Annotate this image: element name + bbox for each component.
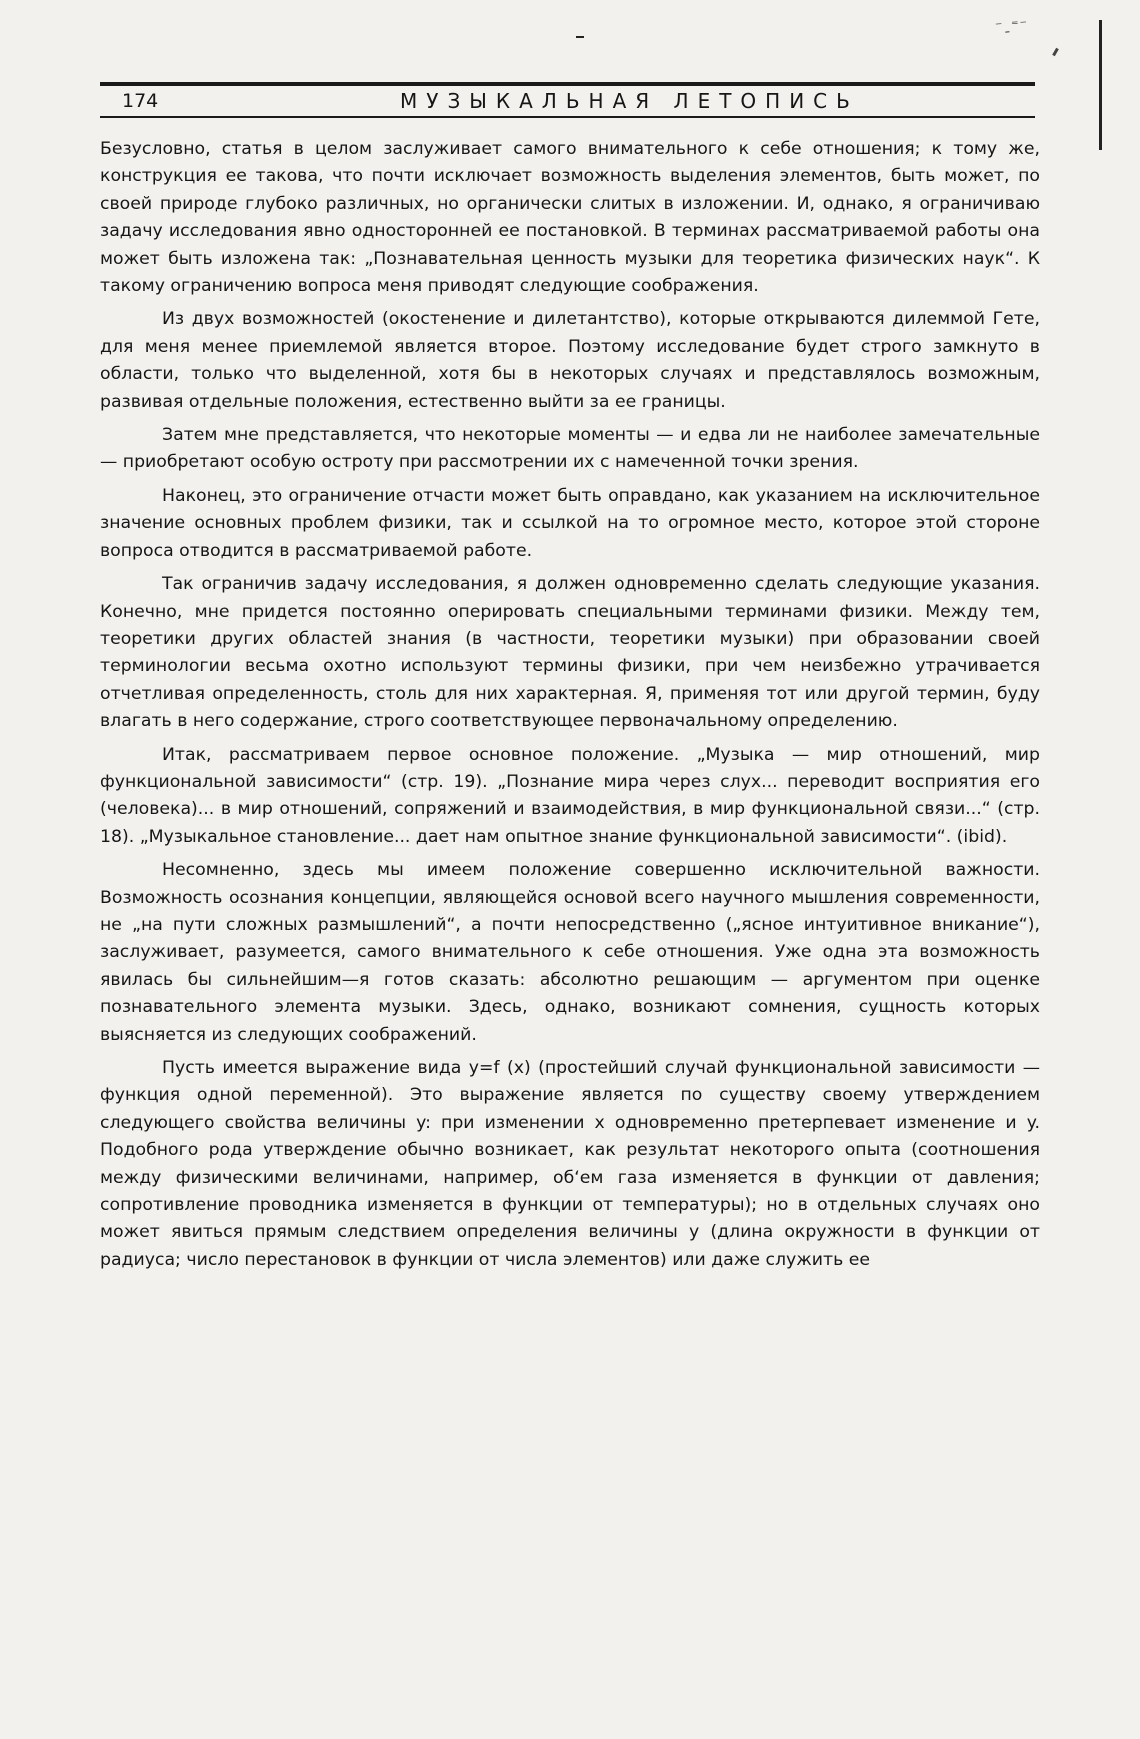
page-number: 174 [122, 90, 159, 112]
scan-tick-mark [576, 36, 584, 38]
article-body [100, 136, 1040, 1280]
scan-edge-line [1099, 20, 1102, 150]
running-title: МУЗЫКАЛЬНАЯ ЛЕТОПИСЬ [400, 89, 859, 113]
page-header [100, 78, 1035, 118]
paragraph: Затем мне представляется, что некоторые моменты — и едва ли не наиболее замечательные — приобретают особую остроту при рассмотрении их с намеченной точки зрения. [100, 425, 1040, 473]
paragraph: Наконец, это ограничение отчасти может быть оправдано, как указанием на исключительное значение основных проблем физики, так и ссылкой на то огромное место, которое этой стороне вопроса отводится в рассматриваемой работе. [100, 485, 1040, 561]
paragraph: Из двух возможностей (окостенение и дилетантство), которые открываются дилеммой Гете, для меня менее приемлемой является второе. Поэтому исследование будет строго замкнуто в области, только что выделенной, хотя бы в некоторых случаях и представлялось возможным, развивая отдельные положения, естественно выйти за ее границы. [100, 309, 1040, 412]
scan-corner-mark: ⁻ˍ⁼⁻ [994, 16, 1029, 36]
paragraph: Так ограничив задачу исследования, я должен одновременно сделать следующие указания. Конечно, мне придется постоянно оперировать специальными терминами физики. Между тем, теоретики других областей знания (в частности, теоретики музыки) при образовании своей терминологии весьма охотно используют термины физики, при чем неизбежно утрачивается отчетливая определенность, столь для них характерная. Я, применяя тот или другой термин, буду влагать в него содержание, строго соответствующее первоначальному определению. [100, 574, 1040, 732]
paragraph: Несомненно, здесь мы имеем положение совершенно исключительной важности. Возможность осознания концепции, являющейся основой всего научного мышления современности, не „на пути сложных размышлений“, а почти непосредственно („ясное интуитивное вникание“), заслуживает, разумеется, самого внимательного к себе отношения. Уже одна эта возможность явилась бы сильнейшим—я готов сказать: абсолютно решающим — аргументом при оценке познавательного элемента музыки. Здесь, однако, возникают сомнения, сущность которых выясняется из следующих соображений. [100, 860, 1040, 1045]
scan-tick-mark [1052, 48, 1059, 56]
paragraph: Пусть имеется выражение вида y=f (x) (простейший случай функциональной зависимости — функция одной переменной). Это выражение является по существу своему утверждением следующего свойства величины y: при изменении x одновременно претерпевает изменение и y. Подобного рода утверждение обычно возникает, как результат некоторого опыта (соотношения между физическими величинами, например, об‘ем газа изменяется в функции от давления; сопротивление проводника изменяется в функции от температуры); но в отдельных случаях оно может явиться прямым следствием определения величины y (длина окружности в функции от радиуса; число перестановок в функции от числа элементов) или даже служить ее [100, 1058, 1040, 1270]
header-rule-bottom [100, 116, 1035, 118]
paragraph: Итак, рассматриваем первое основное положение. „Музыка — мир отношений, мир функциональной зависимости“ (стр. 19). „Познание мира через слух... переводит восприятия его (человека)... в мир отношений, сопряжений и взаимодействия, в мир функциональной связи...“ (стр. 18). „Музыкальное становление... дает нам опытное знание функциональной зависимости“. (ibid). [100, 744, 1040, 847]
paragraph: Безусловно, статья в целом заслуживает самого внимательного к себе отношения; к тому же, конструкция ее такова, что почти исключает возможность выделения элементов, быть может, по своей природе глубоко различных, но органически слитых в изложении. И, однако, я ограничиваю задачу исследования явно односторонней ее постановкой. В терминах рассматриваемой работы она может быть изложена так: „Познавательная ценность музыки для теоретика физических наук“. К такому ограничению вопроса меня приводят следующие соображения. [100, 139, 1040, 297]
header-rule-top [100, 82, 1035, 86]
